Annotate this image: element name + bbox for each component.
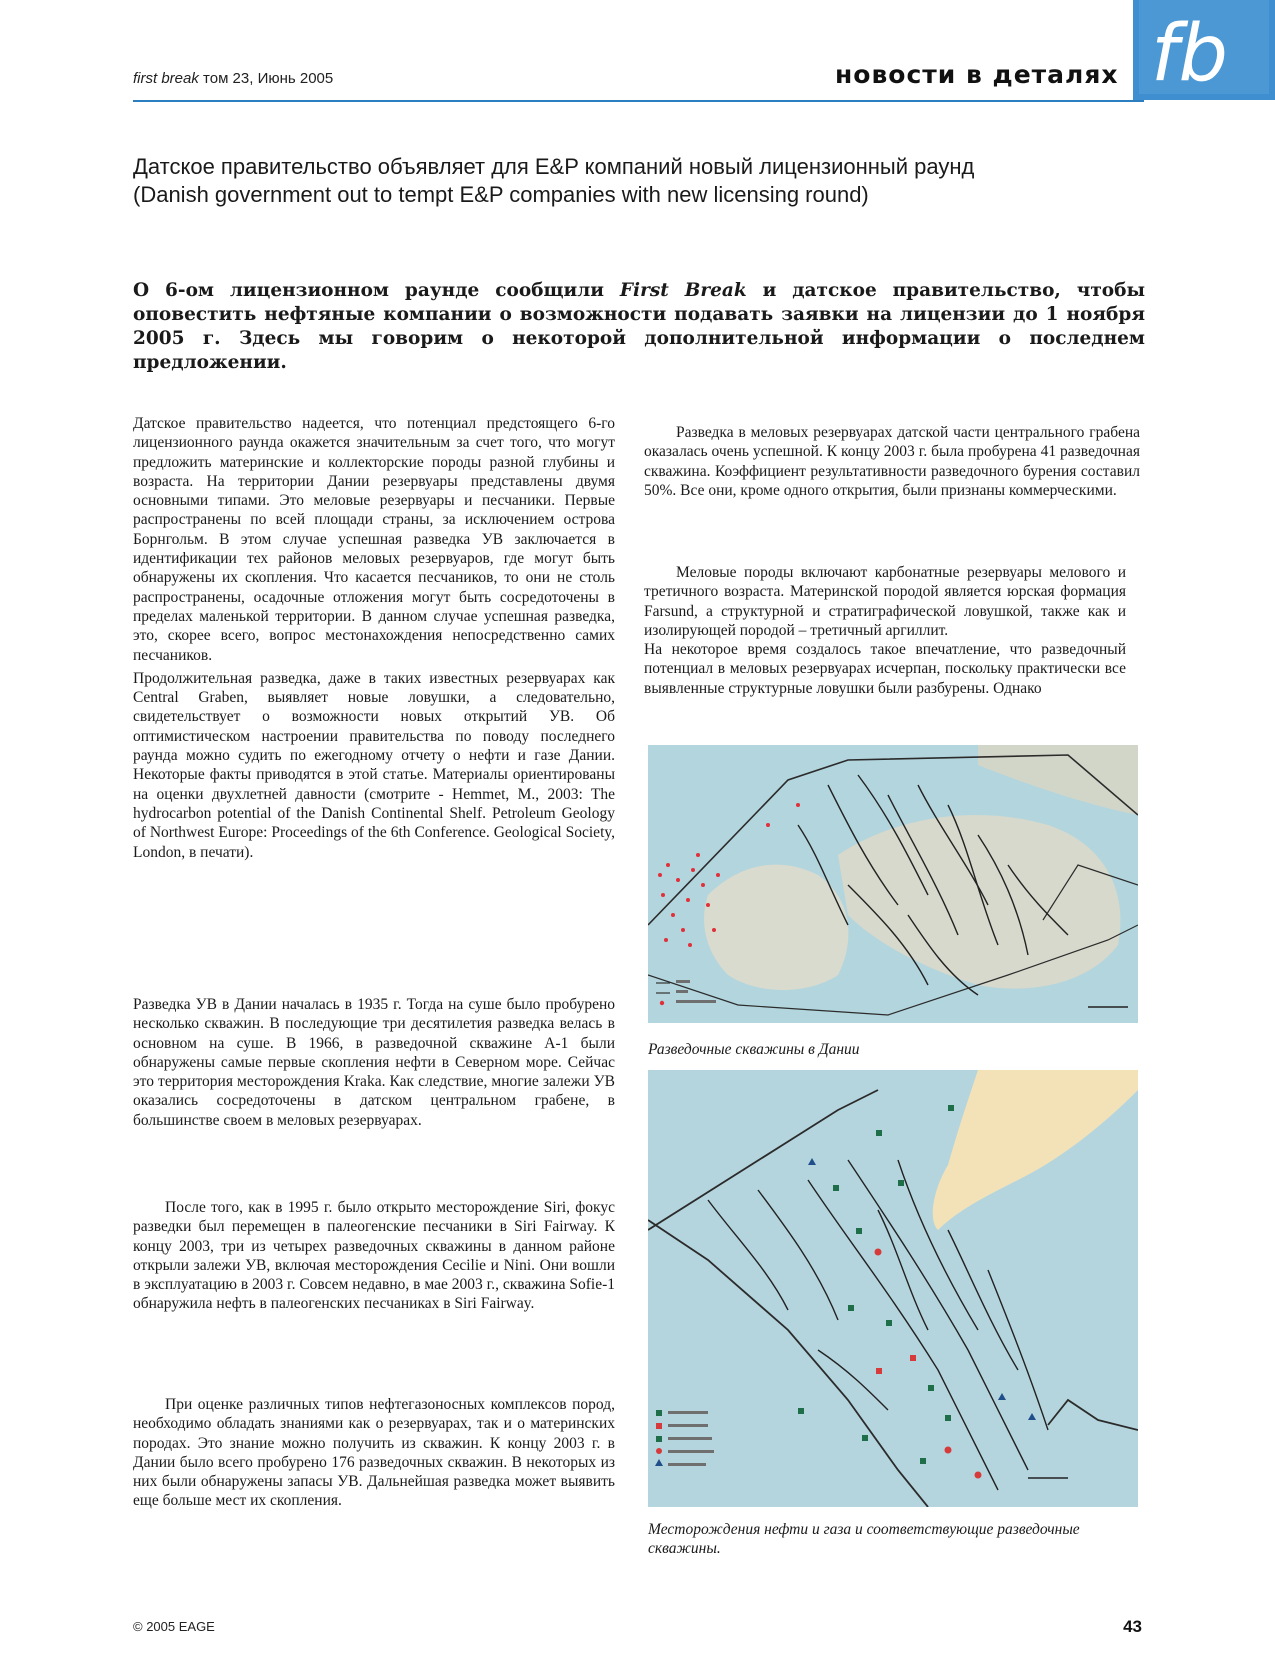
header-rule <box>133 100 1144 102</box>
left-column-block-2 <box>133 995 615 1130</box>
paragraph: На некоторое время создалось такое впечатление, что разведочный потенциал в меловых резервуарах исчерпан, поскольку практически все выявленные структурные ловушки были разбурены. Однако <box>644 641 1126 697</box>
page-number: 43 <box>1123 1617 1142 1636</box>
land-area <box>704 865 848 990</box>
left-column-block-1 <box>133 414 615 862</box>
figure-1-caption: Разведочные скважины в Дании <box>648 1041 860 1058</box>
right-column-block-2 <box>644 563 1126 698</box>
map-exploration-wells <box>648 745 1138 1023</box>
right-column-block-1 <box>644 423 1140 500</box>
lead-text-end: и датское правительство, чтобы оповестить нефтяные компании о возможности подавать заявки на лицензии до 1 ноября 2005 г. Здесь мы говорим о некоторой дополнительной информации о последнем предложении. <box>133 280 1146 373</box>
paragraph: Меловые породы включают карбонатные резервуары мелового и третичного возраста. Материнской породой является юрская формация Farsund, а структурной и стратиграфической ловушкой, также как и изолирующей породой – третичный аргиллит. <box>644 564 1126 639</box>
paragraph: Разведка в меловых резервуарах датской части центрального грабена оказалась очень успешной. К концу 2003 г. была пробурена 41 разведочная скважина. Коэффициент результативности разведочного бурения составил 50%. Все они, кроме одного открытия, были признаны коммерческими. <box>644 424 1140 499</box>
lead-journal-name: First Break <box>619 280 747 301</box>
title-russian: Датское правительство объявляет для E&P компаний новый лицензионный раунд <box>133 154 975 179</box>
paragraph: При оценке различных типов нефтегазоносных комплексов пород, необходимо обладать знаниями как о резервуарах, так и о материнских породах. Это знание можно получить из скважин. К концу 2003 г. в Дании было всего пробурено 176 разведочных скважин. В некоторых из них были обнаружены запасы УВ. Дальнейшая разведка может выявить еще больше мест их скопления. <box>133 1396 615 1510</box>
map-oil-gas-fields <box>648 1070 1138 1507</box>
paragraph: После того, как в 1995 г. было открыто месторождение Siri, фокус разведки был перемещен в палеогенские песчаники в Siri Fairway. К концу 2003, три из четырех разведочных скважины в данном районе открыли залежи УВ, включая месторождения Cecilie и Nini. Они вошли в эксплуатацию в 2003 г. Совсем недавно, в мае 2003 г., скважина Sofie-1 обнаружила нефть в палеогенских песчаниках в Siri Fairway. <box>133 1199 615 1313</box>
journal-name: first break <box>133 70 199 87</box>
section-title: новости в деталях <box>835 60 1119 89</box>
left-column-block-4 <box>133 1395 615 1511</box>
paragraph: Датское правительство надеется, что потенциал предстоящего 6-го лицензионного раунда окажется значительным за счет того, что могут предложить материнские и коллекторские породы разной глубины и возраста. На территории Дании резервуары представлены двумя основными типами. Это меловые резервуары и песчаники. Первые распространены по всей площади страны, за исключением острова Борнгольм. В этом случае успешная разведка УВ заключается в идентификации тех районов меловых резервуаров, где могут быть обнаружены их скопления. Что касается песчаников, то они не столь распространены, осадочные отложения могут быть сосредоточены в пределах маленькой территории. В данном случае успешная разведка, это, скорее всего, вопрос местонахождения непосредственно самих песчаников. <box>133 415 615 664</box>
figure-2-caption: Месторождения нефти и газа и соответствующие разведочные скважины. <box>648 1521 1080 1557</box>
lead-text-start: О 6-ом лицензионном раунде сообщили <box>133 280 620 301</box>
title-english: (Danish government out to tempt E&P companies with new licensing round) <box>133 182 869 207</box>
paragraph: Продолжительная разведка, даже в таких известных резервуарах как Central Graben, выявляет новые ловушки, а следовательно, свидетельствует о возможности новых открытий УВ. Об оптимистическом настроении правительства по поводу последнего раунда можно судить по ежегодному отчету о нефти и газе Дании. Некоторые факты приводятся в этой статье. Материалы ориентированы на оценки двухлетней давности (смотрите - Hemmet, M., 2003: The hydrocarbon potential of the Danish Continental Shelf. Petroleum Geology of Northwest Europe: Proceedings of the 6th Conference. Geological Society, London, в печати). <box>133 669 615 861</box>
running-header <box>133 70 333 87</box>
fb-logo <box>1133 0 1275 100</box>
left-column-block-3 <box>133 1198 615 1314</box>
paragraph: Разведка УВ в Дании началась в 1935 г. Тогда на суше было пробурено несколько скважин. В последующие три десятилетия разведка велась в основном на суше. В 1966, в разведочной скважине А-1 были обнаружены самые первые скопления нефти в Северном море. Сейчас это территория месторождения Kraka. Как следствие, многие залежи УВ оказались сосредоточены в датском центральном грабене, в большинстве своем в меловых резервуарах. <box>133 996 615 1129</box>
logo-text: fb <box>1151 9 1228 99</box>
copyright: © 2005 EAGE <box>133 1619 215 1634</box>
article-title <box>133 153 1133 209</box>
issue-info: том 23, Июнь 2005 <box>203 70 334 87</box>
lead-paragraph <box>133 279 1145 375</box>
